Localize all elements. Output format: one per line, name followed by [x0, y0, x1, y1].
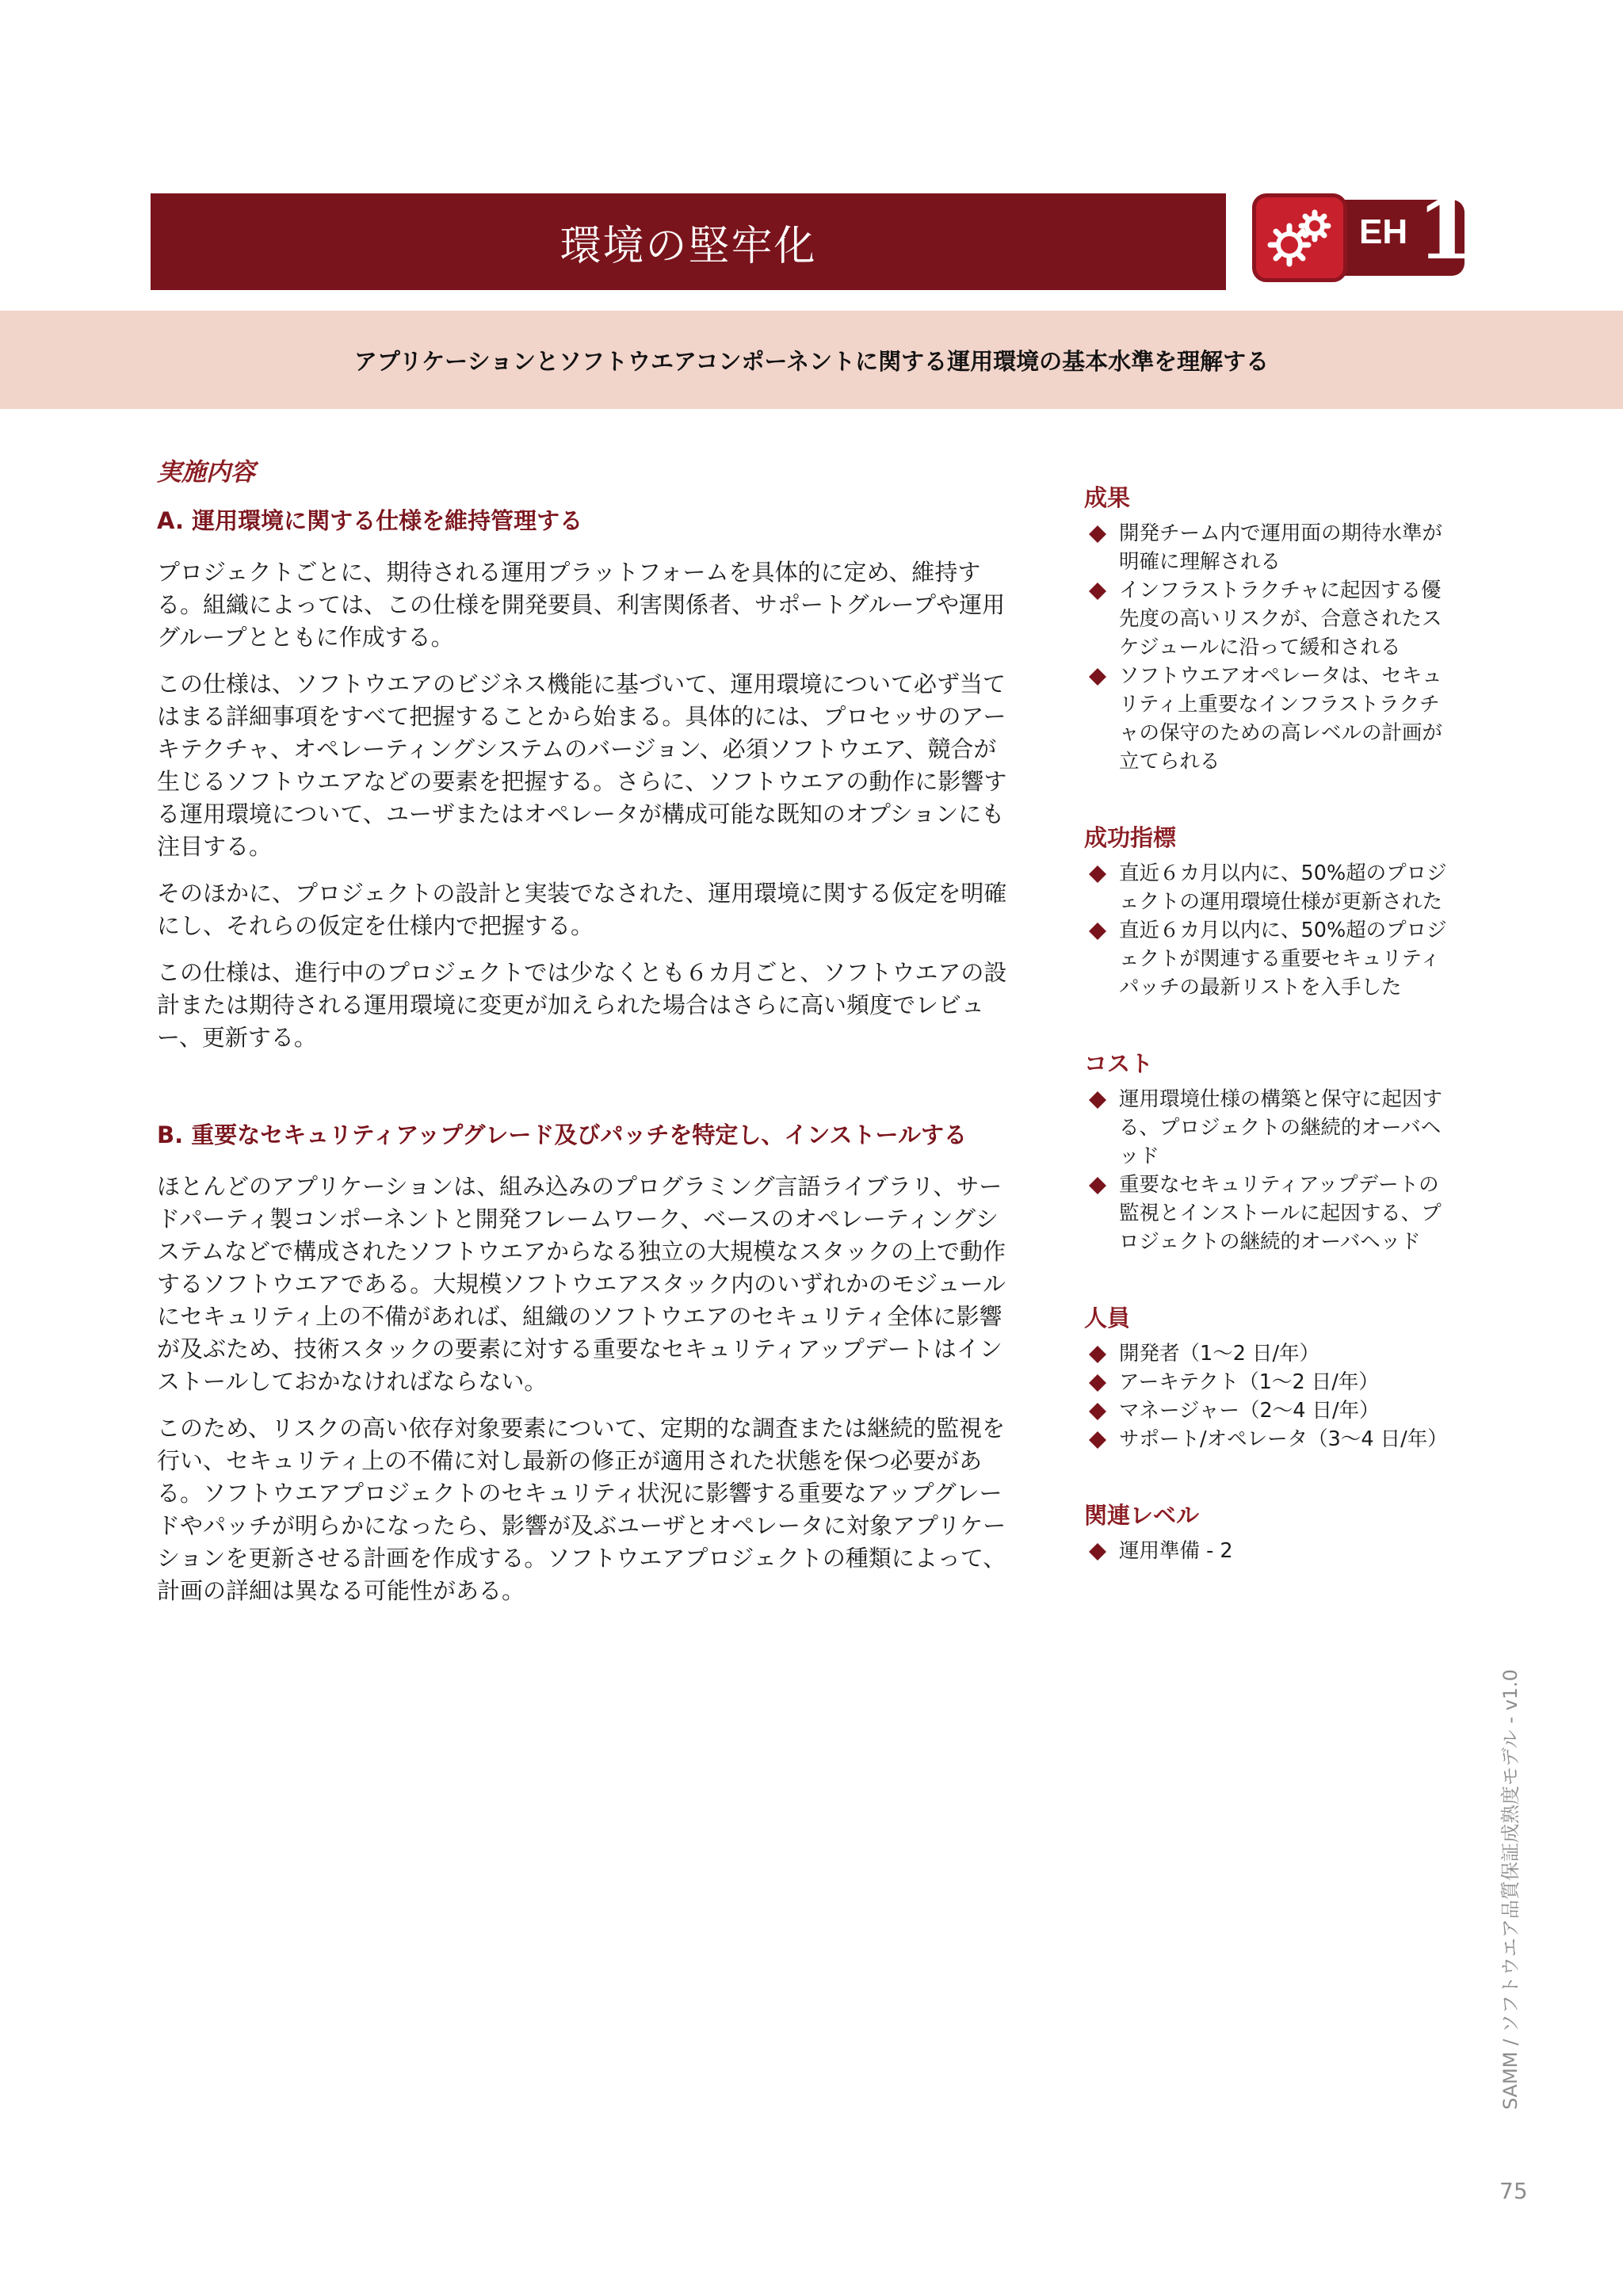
activity-a-paragraph: この仕様は、ソフトウエアのビジネス機能に基づいて、運用環境について必ず当てはまる詳細事項をすべて把握することから始まる。具体的には、プロセッサのアーキテクチャ、オペレーティングシステムのバージョン、必須ソフトウエア、競合が生じるソフトウエアなどの要素を把握する。さらに、ソフトウエアの動作に影響する運用環境について、ユーザまたはオペレータが構成可能な既知のオプションにも注目する。	[157, 670, 1007, 860]
activity-b-paragraph: このため、リスクの高い依存対象要素について、定期的な調査または継続的監視を行い、セキュリティ上の不備に対し最新の修正が適用された状態を保つ必要がある。ソフトウエアプロジェクトのセキュリティ状況に影響する重要なアップグレードやパッチが明らかになったら、影響が及ぶユーザとオペレータに対象アプリケーションを更新させる計画を作成する。ソフトウエアプロジェクトの種類によって、計画の詳細は異なる可能性がある。	[157, 1415, 1006, 1604]
list-item-text: 運用環境仕様の構築と保守に起因する、プロジェクトの継続的オーバヘッド	[1119, 1087, 1443, 1168]
diamond-bullet-icon	[1089, 1091, 1106, 1109]
diamond-bullet-icon	[1089, 1374, 1106, 1392]
list-item	[1084, 1425, 1449, 1454]
activity-a-paragraph: そのほかに、プロジェクトの設計と実装でなされた、運用環境に関する仮定を明確にし、それらの仮定を仕様内で把握する。	[157, 880, 1007, 939]
list-item	[1084, 1537, 1449, 1565]
diamond-bullet-icon	[1089, 583, 1106, 600]
related-title: 関連レベル	[1084, 1502, 1200, 1529]
diamond-bullet-icon	[1089, 668, 1106, 686]
list-item-text: インフラストラクチャに起因する優先度の高いリスクが、合意されたスケジュールに沿って緩和される	[1119, 579, 1442, 659]
page-title: 環境の堅牢化	[559, 222, 817, 270]
badge-level: 1	[1417, 181, 1475, 278]
diamond-bullet-icon	[1089, 525, 1106, 543]
objective-banner	[0, 311, 1623, 409]
footer-document-title: SAMM / ソフトウエア品質保証成熟度モデル - v1.0	[1499, 1669, 1522, 2110]
personnel-block	[1084, 1301, 1449, 1454]
list-item-text: 開発者（1〜2 日/年）	[1119, 1342, 1320, 1366]
list-item-text: 重要なセキュリティアップデートの監視とインストールに起因する、プロジェクトの継続的オーバヘッド	[1119, 1173, 1442, 1254]
list-item	[1084, 1396, 1449, 1425]
activity-b-heading: B. 重要なセキュリティアップグレード及びパッチを特定し、インストールする	[157, 1121, 967, 1148]
diamond-bullet-icon	[1089, 1403, 1106, 1420]
costs-block	[1084, 1046, 1449, 1256]
list-item-text: 運用準備 - 2	[1119, 1539, 1233, 1563]
diamond-bullet-icon	[1089, 1346, 1106, 1363]
list-item	[1084, 859, 1449, 916]
list-item	[1084, 1085, 1449, 1171]
related-block	[1084, 1498, 1449, 1565]
list-item-text: ソフトウエアオペレータは、セキュリティ上重要なインフラストラクチャの保守のための高レベルの計画が立てられる	[1119, 664, 1443, 774]
badge-gear-box	[1252, 193, 1347, 282]
main-content	[157, 452, 1017, 1622]
section-heading: 実施内容	[157, 458, 255, 487]
list-item	[1084, 916, 1449, 1002]
list-item-text: サポート/オペレータ（3〜4 日/年）	[1119, 1427, 1448, 1451]
list-item-text: 開発チーム内で運用面の期待水準が明確に理解される	[1119, 521, 1443, 574]
diamond-bullet-icon	[1089, 865, 1106, 883]
results-title: 成果	[1084, 484, 1131, 511]
diamond-bullet-icon	[1089, 1177, 1106, 1194]
activity-a-heading: A. 運用環境に関する仕様を維持管理する	[157, 507, 583, 534]
objective-text: アプリケーションとソフトウエアコンポーネントに関する運用環境の基本水準を理解する	[353, 347, 1270, 375]
list-item	[1084, 1368, 1449, 1396]
list-item-text: 直近６カ月以内に、50%超のプロジェクトが関連する重要セキュリティパッチの最新リストを入手した	[1119, 919, 1447, 999]
badge-code: EH	[1359, 212, 1408, 251]
diamond-bullet-icon	[1089, 1543, 1106, 1561]
diamond-bullet-icon	[1089, 1431, 1106, 1449]
list-item	[1084, 662, 1449, 776]
list-item	[1084, 1171, 1449, 1256]
results-block	[1084, 480, 1449, 776]
sidebar	[1084, 480, 1449, 1610]
personnel-title: 人員	[1084, 1305, 1131, 1331]
activity-a-paragraph: この仕様は、進行中のプロジェクトでは少なくとも６カ月ごと、ソフトウエアの設計または期待される運用環境に変更が加えられた場合はさらに高い頻度でレビュー、更新する。	[157, 959, 1007, 1051]
list-item-text: 直近６カ月以内に、50%超のプロジェクトの運用環境仕様が更新された	[1119, 861, 1447, 914]
list-item-text: マネージャー（2〜4 日/年）	[1119, 1399, 1380, 1423]
activity-b-paragraph: ほとんどのアプリケーションは、組み込みのプログラミング言語ライブラリ、サードパーティ製コンポーネントと開発フレームワーク、ベースのオペレーティングシステムなどで構成されたソフトウエアからなる独立の大規模なスタックの上で動作するソフトウエアである。大規模ソフトウエアスタック内のいずれかのモジュールにセキュリティ上の不備があれば、組織のソフトウエアのセキュリティ全体に影響が及ぶため、技術スタックの要素に対する重要なセキュリティアップデートはインストールしておかなければならない。	[157, 1173, 1006, 1395]
metrics-block	[1084, 820, 1449, 1002]
list-item-text: アーキテクト（1〜2 日/年）	[1119, 1370, 1379, 1394]
list-item	[1084, 1339, 1449, 1368]
list-item	[1084, 576, 1449, 662]
list-item	[1084, 519, 1449, 576]
gears-icon	[1256, 199, 1343, 278]
section-spacer	[157, 1068, 1017, 1119]
page-number: 75	[1499, 2178, 1528, 2204]
diamond-bullet-icon	[1089, 923, 1106, 940]
metrics-title: 成功指標	[1084, 824, 1177, 851]
title-bar	[151, 193, 1226, 290]
costs-title: コスト	[1084, 1050, 1154, 1077]
activity-a-paragraph: プロジェクトごとに、期待される運用プラットフォームを具体的に定め、維持する。組織によっては、この仕様を開発要員、利害関係者、サポートグループや運用グループとともに作成する。	[157, 559, 1006, 651]
practice-badge	[1252, 181, 1475, 282]
